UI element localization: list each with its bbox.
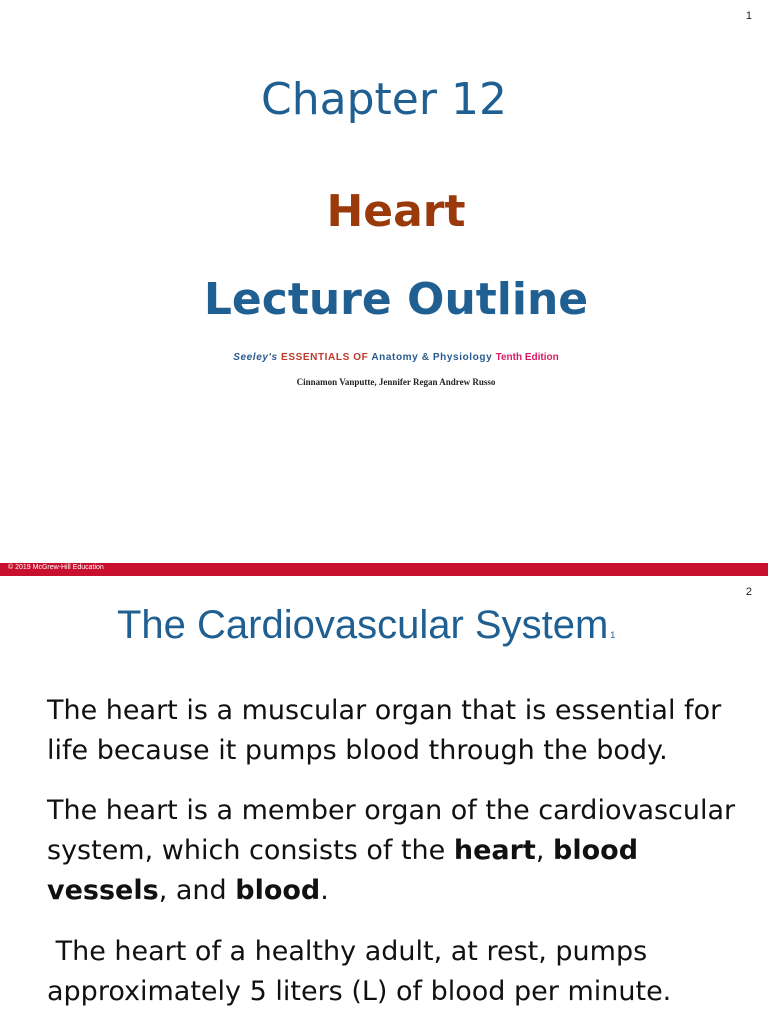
term-blood-vessels: blood vessels bbox=[47, 835, 639, 906]
edition-anatomy: Anatomy & Physiology bbox=[371, 352, 493, 363]
book-edition bbox=[12, 352, 768, 363]
para2-and: , and bbox=[158, 875, 236, 906]
slide-title bbox=[117, 603, 615, 648]
slide-2 bbox=[0, 576, 768, 1024]
slide-subtitle: Lecture Outline bbox=[203, 274, 589, 325]
edition-tenth: Tenth Edition bbox=[495, 352, 559, 363]
paragraph-3: The heart of a healthy adult, at rest, pumps approximately 5 liters (L) of blood per minute. bbox=[47, 936, 672, 1007]
paragraph-2 bbox=[47, 791, 747, 911]
footer-bar bbox=[0, 563, 768, 576]
term-heart: heart bbox=[453, 835, 536, 866]
para2-text: The heart is a member organ of the cardiovascular system, which consists of the bbox=[47, 795, 736, 866]
title-text: The Cardiovascular System bbox=[117, 603, 609, 647]
authors: Cinnamon Vanputte, Jennifer Regan Andrew Russo bbox=[296, 377, 496, 387]
term-blood: blood bbox=[235, 875, 321, 906]
title-subscript: 1 bbox=[610, 630, 616, 640]
chapter-heading: Chapter 12 bbox=[261, 74, 507, 125]
para2-end: . bbox=[320, 875, 329, 906]
copyright-text: © 2019 McGrew-Hill Education bbox=[8, 564, 104, 571]
paragraph-1: The heart is a muscular organ that is essential for life because it pumps blood through the body. bbox=[47, 695, 722, 766]
para2-comma: , bbox=[535, 835, 554, 866]
page-number: 2 bbox=[745, 586, 752, 598]
page-number: 1 bbox=[745, 10, 752, 22]
edition-seeley: Seeley's bbox=[233, 352, 278, 363]
slide-title: Heart bbox=[326, 186, 466, 237]
edition-essentials: ESSENTIALS OF bbox=[281, 352, 369, 363]
